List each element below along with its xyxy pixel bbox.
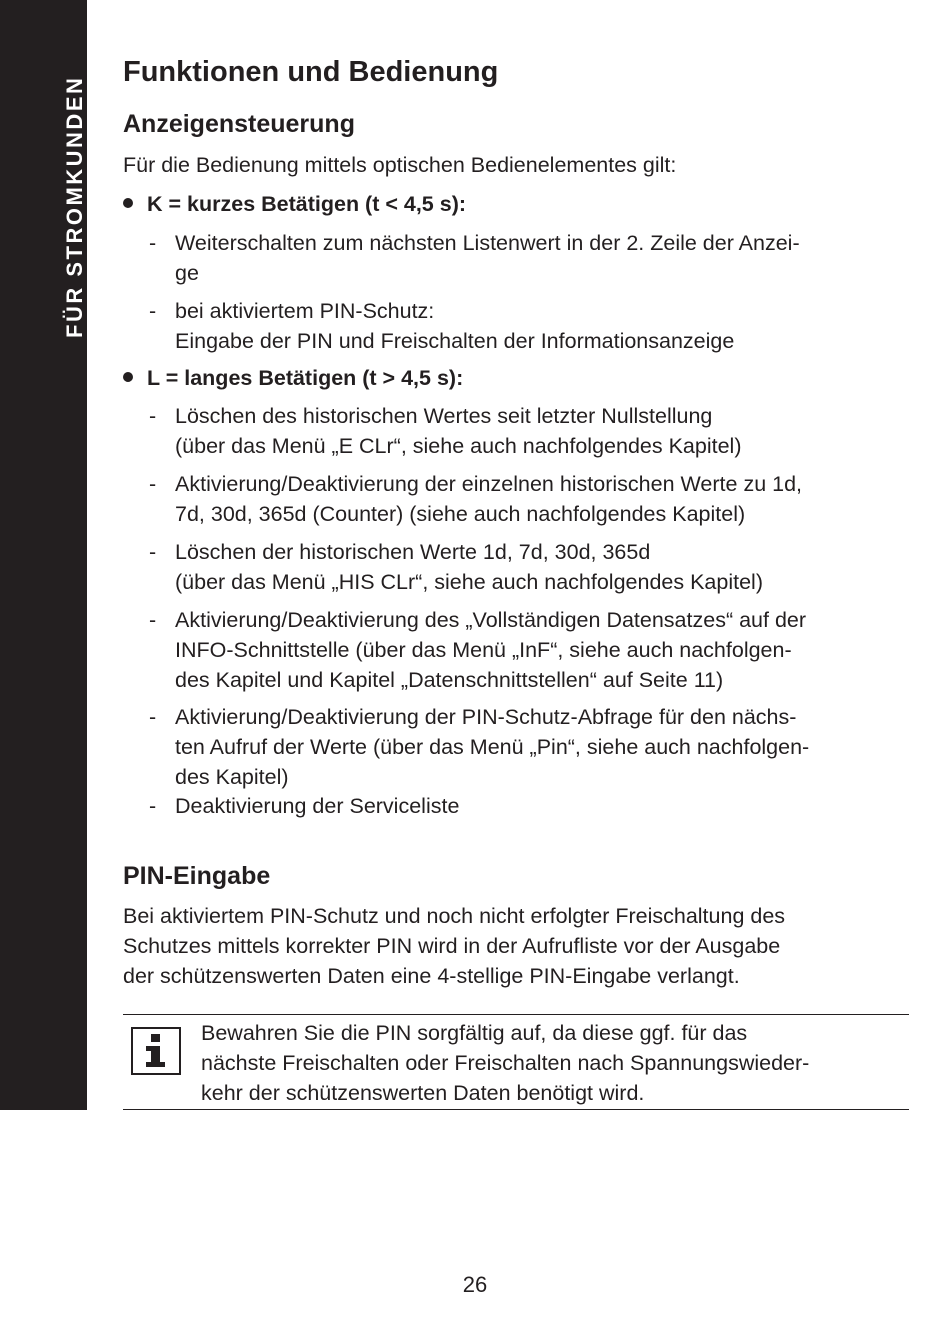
list-item-text: Löschen des historischen Wertes seit letzter Nullstellung (über das Menü „E CLr“, siehe auch nachfolgendes Kapitel) bbox=[175, 404, 742, 458]
bullet-dot bbox=[123, 198, 133, 208]
list-item-text: Deaktivierung der Serviceliste bbox=[175, 794, 460, 818]
info-note-text: Bewahren Sie die PIN sorgfältig auf, da diese ggf. für das nächste Freischalten oder Freischalten nach Spannungswieder- kehr der schützenswerten Daten benötigt wird. bbox=[201, 1021, 810, 1105]
list-item bbox=[149, 296, 894, 356]
dash-marker: - bbox=[149, 404, 157, 428]
list-item-text: Weiterschalten zum nächsten Listenwert in der 2. Zeile der Anzei- ge bbox=[175, 231, 800, 285]
section-intro: Für die Bedienung mittels optischen Bedienelementes gilt: bbox=[123, 153, 677, 177]
info-note bbox=[123, 1014, 909, 1110]
dash-marker: - bbox=[149, 794, 157, 818]
page-number: 26 bbox=[462, 1272, 488, 1297]
dash-marker: - bbox=[149, 231, 157, 255]
list-item-text: Aktivierung/Deaktivierung des „Vollständigen Datensatzes“ auf der INFO-Schnittstelle (über das Menü „InF“, siehe auch nachfolgen- des Kapitel und Kapitel „Datenschnittstellen“ auf Seite 11) bbox=[175, 608, 807, 692]
list-item bbox=[149, 469, 894, 529]
pin-paragraph: Bei aktiviertem PIN-Schutz und noch nicht erfolgter Freischaltung des Schutzes mittels korrekter PIN wird in der Aufrufliste vor der Ausgabe der schützenswerten Daten eine 4-stellige PIN-Eingabe verlangt. bbox=[123, 904, 786, 988]
list-item bbox=[149, 791, 894, 821]
list-item-text: Aktivierung/Deaktivierung der einzelnen historischen Werte zu 1d, 7d, 30d, 365d (Counter) (siehe auch nachfolgendes Kapitel) bbox=[175, 472, 803, 526]
list-item bbox=[149, 605, 894, 695]
list-item-text: Löschen der historischen Werte 1d, 7d, 30d, 365d (über das Menü „HIS CLr“, siehe auch nachfolgendes Kapitel) bbox=[175, 540, 763, 594]
info-icon bbox=[131, 1027, 181, 1075]
dash-marker: - bbox=[149, 608, 157, 632]
dash-marker: - bbox=[149, 540, 157, 564]
list-item-text: bei aktiviertem PIN-Schutz: Eingabe der PIN und Freischalten der Informationsanzeige bbox=[175, 299, 735, 353]
dash-marker: - bbox=[149, 472, 157, 496]
list-item-text: Aktivierung/Deaktivierung der PIN-Schutz-Abfrage für den nächs- ten Aufruf der Werte (über das Menü „Pin“, siehe auch nachfolgen- des Kapitel) bbox=[175, 705, 810, 789]
bullet-k-label: K = kurzes Betätigen (t < 4,5 s): bbox=[147, 192, 467, 216]
list-item bbox=[149, 702, 894, 792]
dash-marker: - bbox=[149, 705, 157, 729]
section-title-anzeigensteuerung: Anzeigensteuerung bbox=[123, 110, 355, 138]
list-item bbox=[149, 228, 894, 288]
bullet-l-label: L = langes Betätigen (t > 4,5 s): bbox=[147, 366, 464, 390]
bullet-l bbox=[123, 363, 463, 393]
list-item bbox=[149, 401, 894, 461]
bullet-k bbox=[123, 189, 466, 219]
list-item bbox=[149, 537, 894, 597]
section-title-pin-eingabe: PIN-Eingabe bbox=[123, 862, 271, 890]
side-tab-label: FÜR STROMKUNDEN bbox=[62, 75, 87, 338]
bullet-dot bbox=[123, 372, 133, 382]
dash-marker: - bbox=[149, 299, 157, 323]
page-title: Funktionen und Bedienung bbox=[123, 56, 499, 88]
